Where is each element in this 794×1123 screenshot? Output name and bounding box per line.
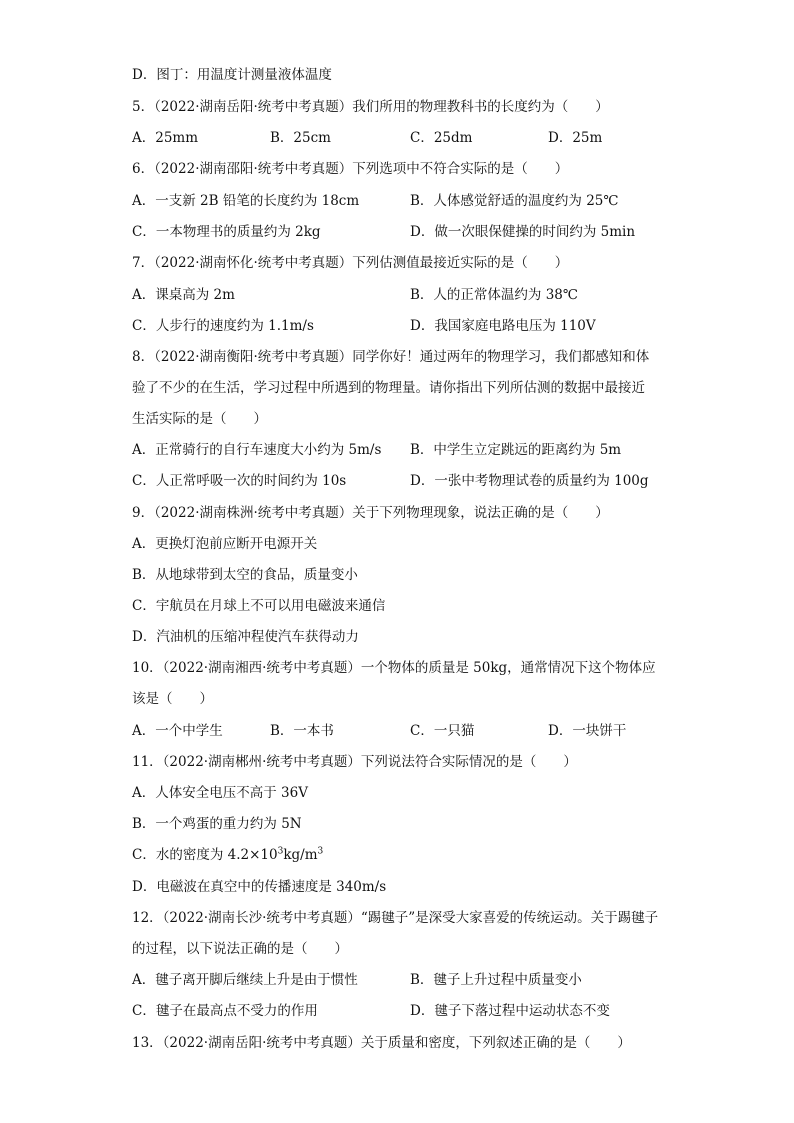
q11-stem: 11．（2022·湖南郴州·统考中考真题）下列说法符合实际情况的是（ ） <box>132 754 577 770</box>
q12-option-b: B．毽子上升过程中质量变小 <box>410 972 582 988</box>
q6-option-a: A．一支新 2B 铅笔的长度约为 18cm <box>132 193 360 209</box>
q11-option-d: D．电磁波在真空中的传播速度是 340m/s <box>132 879 387 895</box>
q10-option-b: B．一本书 <box>270 723 334 739</box>
q9-option-b: B．从地球带到太空的食品，质量变小 <box>132 567 358 583</box>
q6-option-d: D．做一次眼保健操的时间约为 5min <box>410 224 636 240</box>
q10-option-d: D．一块饼干 <box>548 723 627 739</box>
q11-option-b: B．一个鸡蛋的重力约为 5N <box>132 816 302 832</box>
q12-option-a: A．毽子离开脚后继续上升是由于惯性 <box>132 972 358 988</box>
q10-stem-line-2: 该是（ ） <box>132 691 213 707</box>
q6-option-b: B．人体感觉舒适的温度约为 25℃ <box>410 193 619 209</box>
q9-option-a: A．更换灯泡前应断开电源开关 <box>132 536 318 552</box>
q6-option-c: C．一本物理书的质量约为 2kg <box>132 224 321 240</box>
q5-option-d: D．25m <box>548 130 603 146</box>
q11-option-c-exponent: 3 <box>277 846 284 857</box>
q8-option-a: A．正常骑行的自行车速度大小约为 5m/s <box>132 442 382 458</box>
q12-stem-line-2: 的过程，以下说法正确的是（ ） <box>132 941 348 957</box>
q9-option-d: D．汽油机的压缩冲程使汽车获得动力 <box>132 629 359 645</box>
q11-option-a: A．人体安全电压不高于 36V <box>132 785 308 801</box>
q8-option-d: D．一张中考物理试卷的质量约为 100g <box>410 473 649 489</box>
q7-option-a: A．课桌高为 2m <box>132 287 235 303</box>
q10-option-c: C．一只猫 <box>410 723 475 739</box>
q11-option-c-unit: kg/m <box>283 847 318 863</box>
q11-option-c-unit-exponent: 3 <box>317 846 324 857</box>
q11-option-c <box>132 845 323 865</box>
q7-option-c: C．人步行的速度约为 1.1m/s <box>132 318 314 334</box>
q10-stem-line-1: 10．（2022·湖南湘西·统考中考真题）一个物体的质量是 50kg，通常情况下这个物体应 <box>132 660 656 676</box>
q7-option-d: D．我国家庭电路电压为 110V <box>410 318 596 334</box>
q8-option-c: C．人正常呼吸一次的时间约为 10s <box>132 473 347 489</box>
q8-stem-line-3: 生活实际的是（ ） <box>132 411 267 427</box>
q8-stem-line-2: 验了不少的在生活，学习过程中所遇到的物理量。请你指出下列所估测的数据中最接近 <box>132 380 645 396</box>
q5-option-c: C．25dm <box>410 130 473 146</box>
q7-option-b: B．人的正常体温约为 38℃ <box>410 287 578 303</box>
prev-option-d: D．图丁：用温度计测量液体温度 <box>132 67 332 83</box>
q8-stem-line-1: 8．（2022·湖南衡阳·统考中考真题）同学你好！通过两年的物理学习，我们都感知和体 <box>132 349 650 365</box>
q5-option-b: B．25cm <box>270 130 331 146</box>
q10-option-a: A．一个中学生 <box>132 723 223 739</box>
q5-stem: 5．（2022·湖南岳阳·统考中考真题）我们所用的物理教科书的长度约为（ ） <box>132 99 609 115</box>
q9-option-c: C．宇航员在月球上不可以用电磁波来通信 <box>132 598 386 614</box>
q5-option-a: A．25mm <box>132 130 199 146</box>
q12-option-d: D．毽子下落过程中运动状态不变 <box>410 1003 610 1019</box>
q7-stem: 7．（2022·湖南怀化·统考中考真题）下列估测值最接近实际的是（ ） <box>132 255 569 271</box>
q11-option-c-text: C．水的密度为 4.2×10 <box>132 847 278 863</box>
q8-option-b: B．中学生立定跳远的距离约为 5m <box>410 442 622 458</box>
q12-option-c: C．毽子在最高点不受力的作用 <box>132 1003 318 1019</box>
q6-stem: 6．（2022·湖南邵阳·统考中考真题）下列选项中不符合实际的是（ ） <box>132 161 569 177</box>
q9-stem: 9．（2022·湖南株洲·统考中考真题）关于下列物理现象，说法正确的是（ ） <box>132 505 609 521</box>
q13-stem: 13．（2022·湖南岳阳·统考中考真题）关于质量和密度，下列叙述正确的是（ ） <box>132 1035 631 1051</box>
q12-stem-line-1: 12．（2022·湖南长沙·统考中考真题）“踢毽子”是深受大家喜爱的传统运动。关于踢毽子 <box>132 910 659 926</box>
